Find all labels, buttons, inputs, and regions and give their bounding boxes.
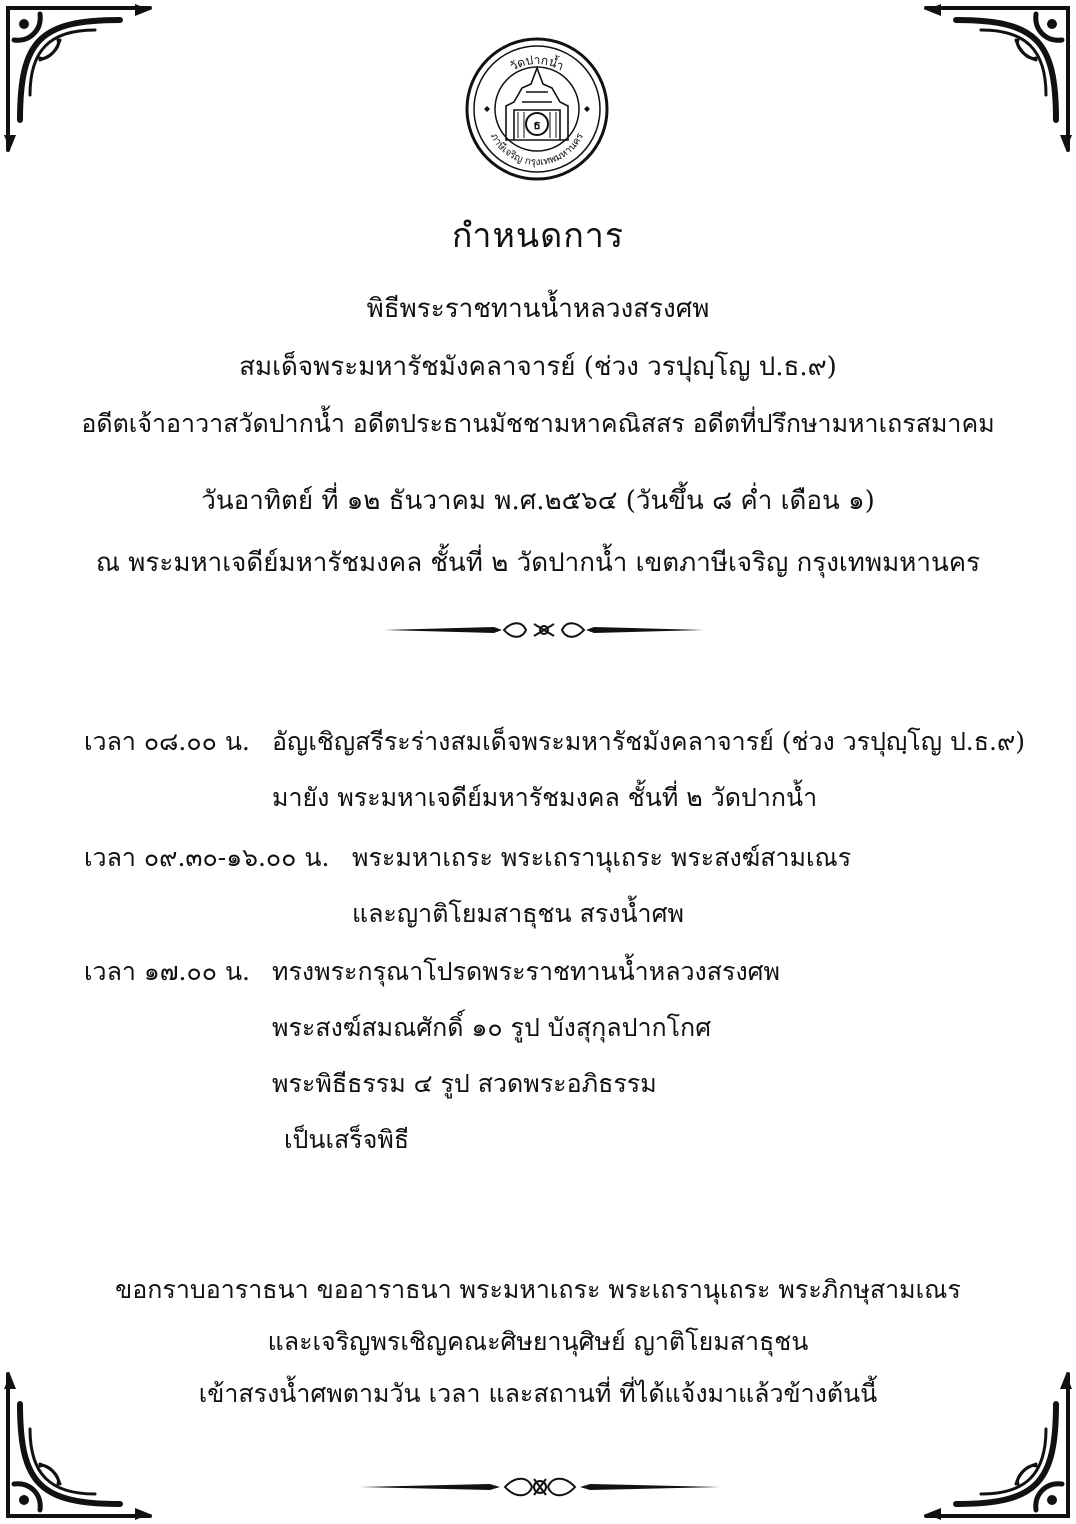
seal-bottom-text: ภาษีเจริญ กรุงเทพมหานคร xyxy=(487,131,587,169)
ornamental-divider xyxy=(384,616,704,644)
ceremony-name: พิธีพระราชทานน้ำหลวงสรงศพ xyxy=(366,294,710,324)
temple-seal-logo xyxy=(464,36,610,182)
corner-ornament-top-right xyxy=(916,0,1076,160)
schedule-description: และญาติโยมสาธุชน สรงน้ำศพ xyxy=(352,899,684,928)
invitation-line: เข้าสรงน้ำศพตามวัน เวลา และสถานที่ ที่ได้แจ้งมาแล้วข้างต้นนี้ xyxy=(198,1379,878,1408)
corner-ornament-top-left xyxy=(0,0,160,160)
bottom-ornamental-divider xyxy=(360,1472,720,1502)
schedule-description: เป็นเสร็จพิธี xyxy=(284,1125,410,1154)
schedule-description: พระพิธีธรรม ๔ รูป สวดพระอภิธรรม xyxy=(272,1069,657,1098)
schedule-description: อัญเชิญสรีระร่างสมเด็จพระมหารัชมังคลาจารย์ (ช่วง วรปุญฺโญ ป.ธ.๙) xyxy=(272,727,1026,756)
ceremony-location: ณ พระมหาเจดีย์มหารัชมงคล ชั้นที่ ๒ วัดปากน้ำ เขตภาษีเจริญ กรุงเทพมหานคร xyxy=(95,548,981,578)
schedule-description: มายัง พระมหาเจดีย์มหารัชมงคล ชั้นที่ ๒ วัดปากน้ำ xyxy=(272,783,818,812)
schedule-time: เวลา ๑๗.๐๐ น. xyxy=(84,957,251,986)
schedule-description: พระมหาเถระ พระเถรานุเถระ พระสงฆ์สามเณร xyxy=(352,843,852,872)
schedule-description: พระสงฆ์สมณศักดิ์ ๑๐ รูป บังสุกุลปากโกศ xyxy=(272,1013,712,1042)
deceased-positions: อดีตเจ้าอาวาสวัดปากน้ำ อดีตประธานมัชชามหาคณิสสร อดีตที่ปรึกษามหาเถรสมาคม xyxy=(81,409,995,438)
invitation-line: ขอกราบอาราธนา ขออาราธนา พระมหาเถระ พระเถรานุเถระ พระภิกษุสามเณร xyxy=(115,1275,961,1304)
seal-top-text: วัดปากน้ำ xyxy=(507,52,566,74)
deceased-name: สมเด็จพระมหารัชมังคลาจารย์ (ช่วง วรปุญฺโญ ป.ธ.๙) xyxy=(239,352,837,382)
ceremony-date: วันอาทิตย์ ที่ ๑๒ ธันวาคม พ.ศ.๒๕๖๔ (วันขึ้น ๘ ค่ำ เดือน ๑) xyxy=(201,486,875,516)
schedule-time: เวลา ๐๘.๐๐ น. xyxy=(84,727,250,756)
invitation-line: และเจริญพรเชิญคณะศิษยานุศิษย์ ญาติโยมสาธุชน xyxy=(267,1327,809,1356)
schedule-time: เวลา ๐๙.๓๐-๑๖.๐๐ น. xyxy=(84,843,330,872)
schedule-description: ทรงพระกรุณาโปรดพระราชทานน้ำหลวงสรงศพ xyxy=(272,957,780,986)
page-title: กำหนดการ xyxy=(451,216,625,256)
seal-center-glyph: ธ xyxy=(533,118,541,132)
